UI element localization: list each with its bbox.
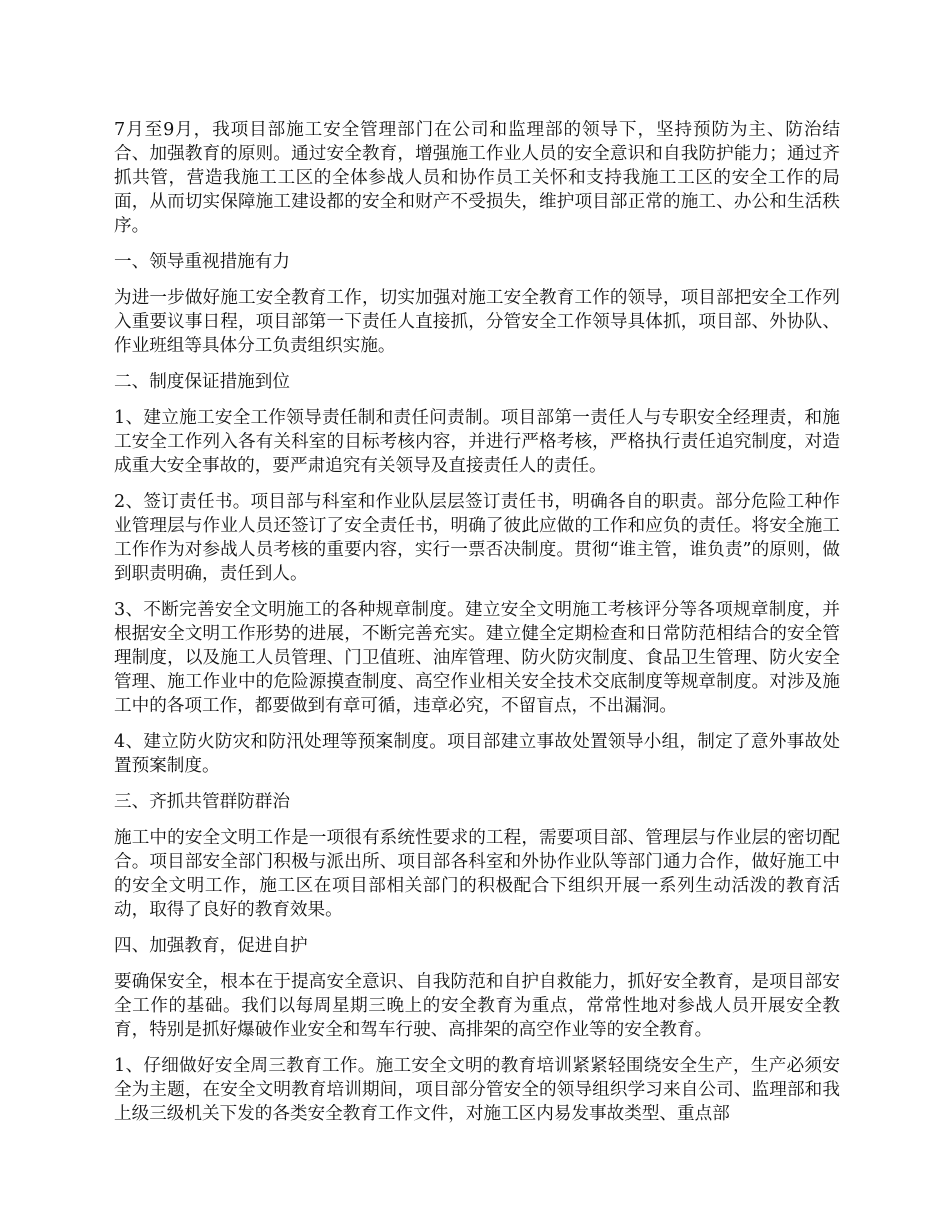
section-4-paragraph: 要确保安全，根本在于提高安全意识、自我防范和自护自救能力，抓好安全教育，是项目部安全工作的基础。我们以每周星期三晚上的安全教育为重点，常常性地对参战人员开展安全教育，特别是抓好爆破作业安全和驾车行驶、高排架的高空作业等的安全教育。 <box>114 972 840 1040</box>
section-heading-2: 二、制度保证措施到位 <box>114 372 290 392</box>
section-heading-4: 四、加强教育，促进自护 <box>114 936 308 956</box>
section-1-paragraph: 为进一步做好施工安全教育工作，切实加强对施工安全教育工作的领导，项目部把安全工作列入重要议事日程，项目部第一下责任人直接抓，分管安全工作领导具体抓，项目部、外协队、作业班组等具体分工负责组织实施。 <box>114 288 840 356</box>
section-2-item-4: 4、建立防火防灾和防汛处理等预案制度。项目部建立事故处置领导小组，制定了意外事故处置预案制度。 <box>114 732 840 776</box>
section-heading-3: 三、齐抓共管群防群治 <box>114 792 290 812</box>
section-4-item-1: 1、仔细做好安全周三教育工作。施工安全文明的教育培训紧紧轻围绕安全生产，生产必须安全为主题，在安全文明教育培训期间，项目部分管安全的领导组织学习来自公司、监理部和我上级三级机关下发的各类安全教育工作文件，对施工区内易发事故类型、重点部 <box>114 1056 840 1124</box>
section-2-item-3: 3、不断完善安全文明施工的各种规章制度。建立安全文明施工考核评分等各项规章制度，并根据安全文明工作形势的进展，不断完善充实。建立健全定期检查和日常防范相结合的安全管理制度，以及施工人员管理、门卫值班、油库管理、防火防灾制度、食品卫生管理、防火安全管理、施工作业中的危险源摸查制度、高空作业相关安全技术交底制度等规章制度。对涉及施工中的各项工作，都要做到有章可循，违章必究，不留盲点，不出漏洞。 <box>114 600 840 716</box>
section-3-paragraph: 施工中的安全文明工作是一项很有系统性要求的工程，需要项目部、管理层与作业层的密切配合。项目部安全部门积极与派出所、项目部各科室和外协作业队等部门通力合作，做好施工中的安全文明工作，施工区在项目部相关部门的积极配合下组织开展一系列生动活泼的教育活动，取得了良好的教育效果。 <box>114 828 840 920</box>
intro-paragraph: 7月至9月，我项目部施工安全管理部门在公司和监理部的领导下，坚持预防为主、防治结合、加强教育的原则。通过安全教育，增强施工作业人员的安全意识和自我防护能力；通过齐抓共管，营造我施工工区的全体参战人员和协作员工关怀和支持我施工工区的安全工作的局面，从而切实保障施工建设都的安全和财产不受损失，维护项目部正常的施工、办公和生活秩序。 <box>114 120 840 236</box>
document-page <box>114 118 840 1138</box>
section-2-item-1: 1、建立施工安全工作领导责任制和责任问责制。项目部第一责任人与专职安全经理责，和施工安全工作列入各有关科室的目标考核内容，并进行严格考核，严格执行责任追究制度，对造成重大安全事故的，要严肃追究有关领导及直接责任人的责任。 <box>114 408 840 476</box>
section-2-item-2: 2、签订责任书。项目部与科室和作业队层层签订责任书，明确各自的职责。部分危险工种作业管理层与作业人员还签订了安全责任书，明确了彼此应做的工作和应负的责任。将安全施工工作作为对参战人员考核的重要内容，实行一票否决制度。贯彻“谁主管，谁负责”的原则，做到职责明确，责任到人。 <box>114 492 840 584</box>
section-heading-1: 一、领导重视措施有力 <box>114 252 290 272</box>
